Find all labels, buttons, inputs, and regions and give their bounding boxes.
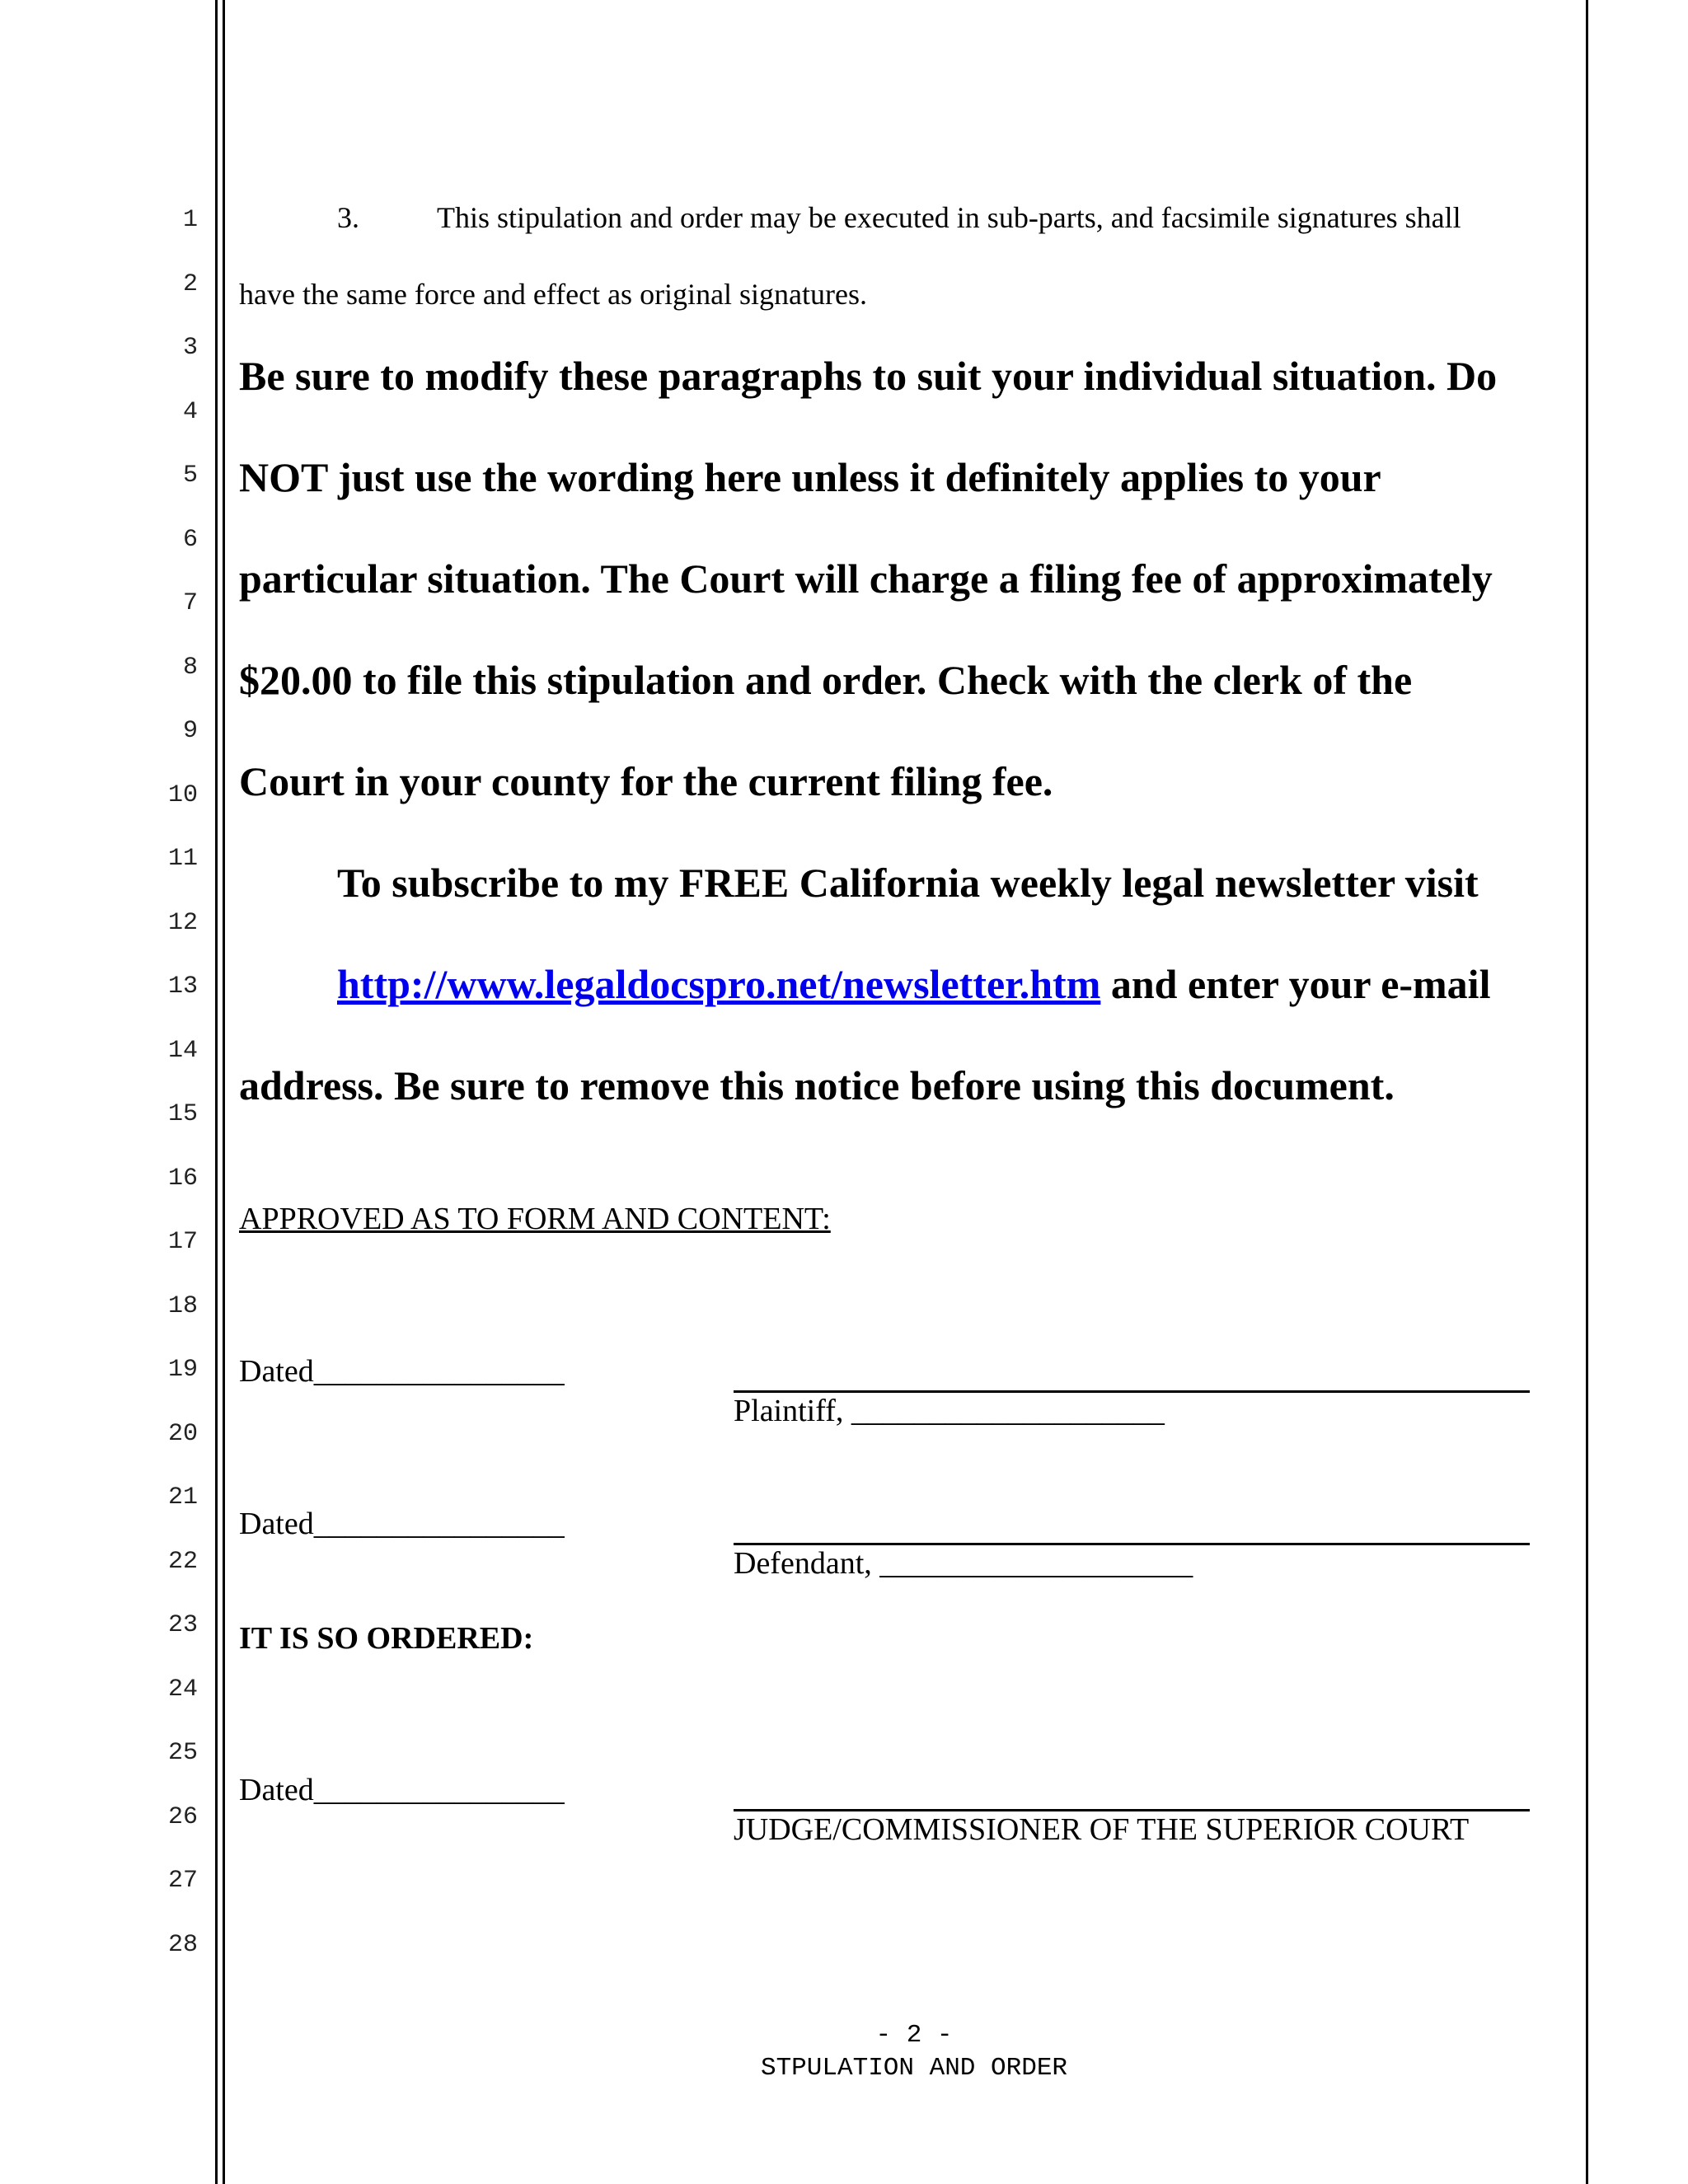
line-number: 7 xyxy=(182,589,198,617)
line-number: 26 xyxy=(167,1802,198,1831)
footer-page-number: - 2 - xyxy=(875,2021,953,2050)
defendant-label: Defendant, ____________________ xyxy=(734,1546,1193,1581)
line-number: 13 xyxy=(167,972,198,1001)
newsletter-link[interactable]: http://www.legaldocspro.net/newsletter.htm xyxy=(337,961,1101,1007)
paragraph-3-number: 3. xyxy=(337,201,359,234)
line-number: 17 xyxy=(167,1228,198,1256)
newsletter-line-3: address. Be sure to remove this notice before using this document. xyxy=(239,1062,1395,1108)
dated-plaintiff: Dated________________ xyxy=(239,1354,565,1389)
plaintiff-label: Plaintiff, ____________________ xyxy=(734,1394,1165,1428)
line-number: 11 xyxy=(167,845,198,873)
newsletter-line-2-rest: and enter your e-mail xyxy=(1100,961,1491,1007)
line-number: 20 xyxy=(167,1419,198,1448)
line-number: 3 xyxy=(182,334,198,362)
newsletter-line-1: To subscribe to my FREE California weekly legal newsletter visit xyxy=(337,860,1479,906)
line-number: 23 xyxy=(167,1611,198,1639)
line-number: 18 xyxy=(167,1291,198,1320)
notice-line-2: NOT just use the wording here unless it definitely applies to your xyxy=(239,454,1381,500)
so-ordered-heading: IT IS SO ORDERED: xyxy=(239,1621,534,1656)
line-number: 19 xyxy=(167,1356,198,1384)
line-number: 22 xyxy=(167,1547,198,1576)
notice-line-5: Court in your county for the current filing fee. xyxy=(239,758,1053,804)
approved-heading: APPROVED AS TO FORM AND CONTENT: xyxy=(239,1202,831,1236)
line-number: 15 xyxy=(167,1100,198,1128)
notice-line-3: particular situation. The Court will charge a filing fee of approximately xyxy=(239,555,1493,602)
left-margin-rule-outer xyxy=(215,0,218,2184)
right-margin-rule xyxy=(1586,0,1588,2184)
line-number: 24 xyxy=(167,1675,198,1704)
line-number: 2 xyxy=(182,269,198,298)
line-number: 21 xyxy=(167,1483,198,1511)
dated-judge: Dated________________ xyxy=(239,1773,565,1807)
newsletter-line-2 xyxy=(337,960,1490,1008)
dated-defendant: Dated________________ xyxy=(239,1507,565,1541)
paragraph-3-line-2: have the same force and effect as original signatures. xyxy=(239,278,868,311)
line-number: 14 xyxy=(167,1036,198,1065)
line-number: 9 xyxy=(182,717,198,745)
line-number: 8 xyxy=(182,653,198,682)
judge-label: JUDGE/COMMISSIONER OF THE SUPERIOR COURT xyxy=(734,1812,1470,1847)
line-number: 12 xyxy=(167,908,198,937)
line-number: 10 xyxy=(167,780,198,809)
left-margin-rule-inner xyxy=(223,0,225,2184)
paragraph-3-line-1: This stipulation and order may be executed in sub-parts, and facsimile signatures shall xyxy=(437,201,1461,234)
line-number: 1 xyxy=(182,206,198,234)
line-number: 27 xyxy=(167,1867,198,1895)
footer-title: STPULATION AND ORDER xyxy=(760,2054,1068,2083)
line-number: 16 xyxy=(167,1164,198,1193)
notice-line-1: Be sure to modify these paragraphs to suit your individual situation. Do xyxy=(239,353,1498,399)
line-number: 28 xyxy=(167,1930,198,1959)
line-number: 5 xyxy=(182,462,198,490)
line-number: 25 xyxy=(167,1739,198,1767)
notice-line-4: $20.00 to file this stipulation and order. Check with the clerk of the xyxy=(239,657,1413,703)
line-number: 4 xyxy=(182,397,198,426)
line-number: 6 xyxy=(182,525,198,554)
